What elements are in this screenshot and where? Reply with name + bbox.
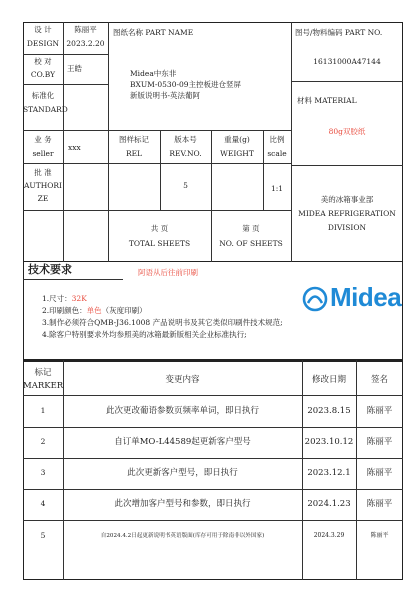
change-row-2-marker: 2 [40, 437, 46, 446]
part-no-label: 图号/物料编码 PART NO. [295, 28, 383, 37]
material-label: 材料 MATERIAL [297, 96, 357, 105]
requirement-item-1: 1.尺寸：32K [42, 294, 87, 303]
rev-value: 5 [183, 181, 188, 190]
sheet-no-label: 第 页 [242, 224, 260, 233]
part-no-value: 16131000A47144 [313, 57, 381, 66]
scale-label-en: scale [267, 149, 287, 158]
change-row-4-date: 2024.1.23 [307, 499, 351, 509]
change-row-1-marker: 1 [40, 406, 46, 415]
change-row-4-content: 此次增加客户型号和参数，即日执行 [114, 499, 251, 509]
standard-label-en: STANDARD [23, 105, 68, 114]
check-label-en: CO.BY [30, 70, 56, 79]
design-date: 2023.2.20 [66, 39, 105, 48]
seller-label: 业 务 [34, 135, 52, 144]
checker-name: 王皓 [67, 64, 82, 73]
seller-label-en: seller [32, 149, 54, 158]
change-row-4-marker: 4 [40, 499, 46, 508]
part-name-line-1: Midea中东非 [130, 69, 177, 78]
part-name-line-2: BXUM-0530-09主控板进仓竖屏 [130, 80, 242, 89]
requirement-item-2: 2.印刷颜色：单色（灰度印刷） [42, 306, 147, 315]
change-row-5-content: 自2024.4.2日起更新说明书英语版面(库存可用于除南非以外国家) [100, 533, 265, 539]
change-row-5-date: 2024.3.29 [313, 532, 345, 539]
col-sign: 签名 [370, 375, 388, 385]
part-name-label: 图纸名称 PART NAME [113, 28, 194, 37]
col-content: 变更内容 [165, 375, 200, 385]
change-row-2-date: 2023.10.12 [304, 437, 354, 447]
approve-label-en-1: AUTHORI [23, 181, 63, 190]
requirement-item-3: 3.制作必须符合QMB-J36.1008 产品说明书及其它类似印刷件技术规范; [42, 318, 283, 327]
ref-label-en: REL [125, 149, 143, 158]
designer-name: 陈丽平 [74, 25, 97, 34]
midea-logo-icon [302, 286, 328, 312]
col-date: 修改日期 [311, 375, 346, 385]
company-name-en-1: MIDEA REFRIGERATION [298, 209, 396, 218]
midea-logo [302, 282, 402, 316]
change-row-4-sign: 陈丽平 [366, 499, 393, 509]
approve-label-en-2: ZE [37, 194, 49, 203]
change-row-1-date: 2023.8.15 [307, 406, 351, 416]
col-marker: 标记 [34, 368, 52, 378]
check-label: 校 对 [34, 57, 52, 66]
sheet-no-label-en: NO. OF SHEETS [219, 239, 283, 248]
approve-label: 批 准 [34, 168, 52, 177]
material-value: 80g双胶纸 [328, 127, 366, 136]
total-sheets-label-en: TOTAL SHEETS [128, 239, 191, 248]
change-row-5-sign: 陈丽平 [370, 532, 389, 539]
design-label: 设 计 [34, 25, 52, 34]
standard-label: 标准化 [31, 91, 55, 100]
design-label-en: DESIGN [26, 39, 60, 48]
change-row-3-sign: 陈丽平 [366, 468, 393, 478]
requirements-title: 技术要求 [28, 263, 72, 276]
change-row-2-content: 自订单MO-L44589起更新客户型号 [114, 437, 251, 447]
rev-label: 版本号 [174, 135, 197, 144]
midea-logo-text: Midea [330, 282, 402, 312]
change-row-1-sign: 陈丽平 [366, 406, 393, 416]
change-row-3-date: 2023.12.1 [307, 468, 351, 478]
change-row-2-sign: 陈丽平 [366, 437, 393, 447]
change-row-3-marker: 3 [40, 468, 46, 477]
scale-label: 比例 [269, 135, 285, 144]
change-row-5-marker: 5 [40, 531, 46, 540]
total-sheets-label: 共 页 [150, 224, 169, 233]
company-name-cn: 美的冰箱事业部 [320, 195, 374, 204]
change-row-3-content: 此次更新客户型号，即日执行 [127, 468, 238, 478]
company-name-en-2: DIVISION [327, 223, 367, 232]
weight-label-en: WEIGHT [220, 149, 254, 158]
requirement-item-4: 4.除客户特别要求外均参照美的冰箱最新版相关企业标准执行; [42, 330, 247, 339]
weight-label: 重量(g) [224, 135, 250, 144]
ref-label: 图样标记 [119, 135, 149, 144]
rev-label-en: REV.NO. [169, 149, 202, 158]
change-row-1-content: 此次更改葡语参数页频率单词，即日执行 [105, 406, 259, 416]
seller-name: xxx [68, 143, 81, 152]
scale-value: 1:1 [270, 184, 284, 193]
part-name-line-3: 新版说明书-英法葡阿 [130, 91, 201, 100]
col-marker-en: MARKER [23, 381, 64, 391]
print-direction-note: 阿语从后往前印刷 [138, 268, 198, 277]
